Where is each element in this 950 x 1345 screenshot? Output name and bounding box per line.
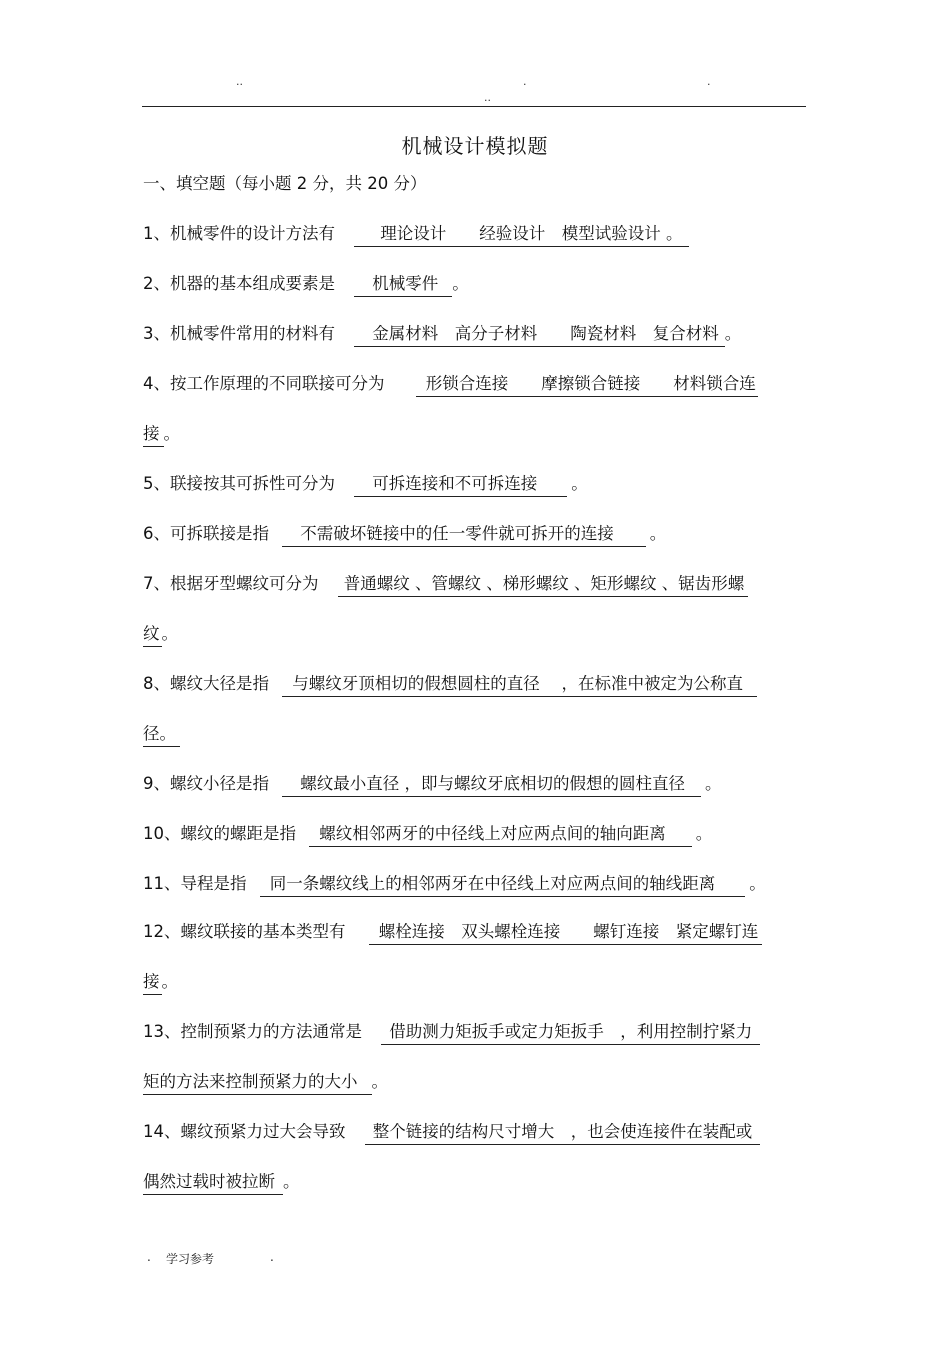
question-12 [143,920,762,945]
footer-dot: . [147,1250,151,1264]
question-text: 4、按工作原理的不同联接可分为 [143,374,385,393]
answer-blank: 矩的方法来控制预紧力的大小 [143,1071,372,1095]
question-7-cont [143,622,178,647]
page-title: 机械设计模拟题 [401,134,549,158]
answer-blank: 纹 [143,623,162,647]
question-suffix: 。 [724,324,742,343]
question-text: 14、螺纹预紧力过大会导致 [143,1122,346,1141]
question-suffix: 。 [649,524,667,543]
answer-blank: 理论设计 经验设计 模型试验设计 。 [354,223,688,247]
answer-blank: 借助测力矩扳手或定力矩扳手 ，利用控制拧紧力 [381,1021,760,1045]
question-text: 8、螺纹大径是指 [143,674,269,693]
question-6 [143,522,666,547]
question-1 [143,222,689,247]
question-suffix: 。 [695,824,713,843]
question-8 [143,672,757,697]
question-12-cont [143,970,178,995]
question-suffix: 。 [705,774,722,793]
question-text: 9、螺纹小径是指 [143,774,269,793]
answer-blank: 径。 [143,723,180,747]
question-text: 10、螺纹的螺距是指 [143,824,296,843]
question-7 [143,572,748,597]
question-8-cont [143,722,180,747]
question-text: 2、机器的基本组成要素是 [143,274,335,293]
question-suffix: 。 [371,1072,388,1091]
answer-blank: 接 [143,971,162,995]
question-5 [143,472,588,497]
question-13-cont [143,1070,388,1095]
answer-blank: 螺纹最小直径 ，即与螺纹牙底相切的假想的圆柱直径 [282,773,701,797]
question-text: 11、导程是指 [143,874,247,893]
answer-blank: 螺栓连接 双头螺栓连接 螺钉连接 紧定螺钉连 [369,921,763,945]
question-4 [143,372,758,397]
question-9 [143,772,722,797]
question-text: 5、联接按其可拆性可分为 [143,474,335,493]
question-suffix: 。 [452,274,469,293]
answer-blank: 整个链接的结构尺寸增大 ，也会使连接件在装配或 [365,1121,761,1145]
question-text: 6、可拆联接是指 [143,524,269,543]
answer-blank: 接 [143,423,164,447]
answer-blank: 螺纹相邻两牙的中径线上对应两点间的轴向距离 [309,823,692,847]
answer-blank: 机械零件 [354,273,452,297]
answer-blank: 与螺纹牙顶相切的假想圆柱的直径 ，在标准中被定为公称直 [282,673,757,697]
header-dots: . [707,75,711,88]
question-10 [143,822,712,847]
footer-label: 学习参考 [166,1252,215,1266]
question-text: 13、控制预紧力的方法通常是 [143,1022,362,1041]
question-4-cont [143,422,180,447]
header-dots: . [523,75,527,88]
question-suffix: 。 [161,972,178,991]
header-dots: .. [484,91,491,104]
answer-blank: 金属材料 高分子材料 陶瓷材料 复合材料 [354,323,725,347]
footer-dot: . [270,1250,274,1264]
question-suffix: 。 [161,624,178,643]
question-text: 3、机械零件常用的材料有 [143,324,335,343]
question-suffix: 。 [749,874,766,893]
header-divider [142,106,806,107]
question-11 [143,872,766,897]
answer-blank: 同一条螺纹线上的相邻两牙在中径线上对应两点间的轴线距离 [260,873,746,897]
question-suffix: 。 [283,1172,300,1191]
question-text: 12、螺纹联接的基本类型有 [143,922,346,941]
answer-blank: 普通螺纹 、管螺纹 、梯形螺纹 、矩形螺纹 、锯齿形螺 [338,573,748,597]
section-heading: 一、填空题（每小题 2 分，共 20 分） [143,174,427,193]
question-2 [143,272,469,297]
answer-blank: 可拆连接和不可拆连接 [354,473,567,497]
answer-blank: 不需破坏链接中的任一零件就可拆开的连接 [282,523,646,547]
answer-blank: 形锁合连接 摩擦锁合链接 材料锁合连 [416,373,758,397]
answer-blank: 偶然过载时被拉断 [143,1171,283,1195]
question-text: 7、根据牙型螺纹可分为 [143,574,319,593]
question-3 [143,322,741,347]
question-14 [143,1120,760,1145]
header-dots: .. [236,75,243,88]
question-suffix: 。 [571,474,588,493]
question-14-cont [143,1170,300,1195]
question-13 [143,1020,760,1045]
question-text: 1、机械零件的设计方法有 [143,224,335,243]
question-suffix: 。 [163,424,180,443]
